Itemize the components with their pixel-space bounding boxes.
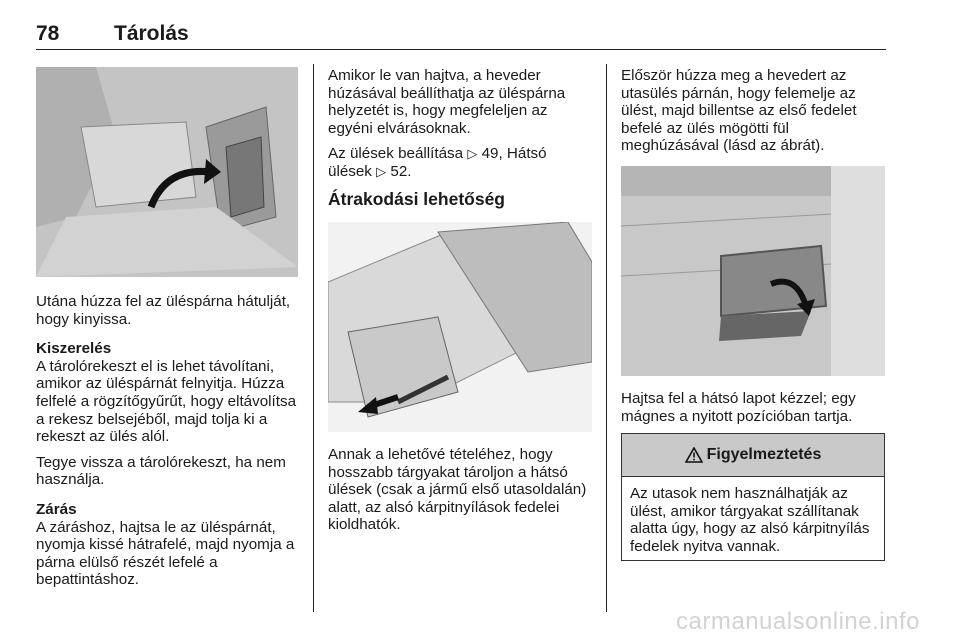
page-reference-arrow-icon: ▷ — [376, 163, 387, 179]
seat-storage-figure — [36, 67, 298, 277]
watermark: carmanualsonline.info — [676, 608, 920, 635]
close-heading: Zárás — [36, 500, 77, 518]
reinsert-text: Tegye vissza a tárolórekeszt, ha nem használja. — [36, 453, 286, 489]
column-divider-2 — [606, 64, 607, 612]
load-through-text: Annak a lehetővé tételéhez, hogy hosszabb tárgyakat tároljon a hátsó ülések (csak a jármű első utasoldalán) alatt, az alsó kárpitnyílások fedelei kioldhatók. — [328, 446, 587, 534]
page-number: 78 — [36, 22, 60, 45]
column-3 — [621, 67, 886, 163]
warning-text: Az utasok nem használhatják az ülést, amikor tárgyakat szállítanak alatta úgy, hogy az alsó kárpitnyílás fedelek nyitva vannak. — [630, 485, 870, 555]
header-rule — [36, 49, 886, 50]
page-reference-arrow-icon: ▷ — [467, 146, 478, 162]
close-text: A záráshoz, hajtsa le az üléspárnát, nyomja kissé hátrafelé, majd nyomja a párna elülső részét lefelé a bepattintáshoz. — [36, 518, 295, 589]
column-divider-1 — [313, 64, 314, 612]
column-2 — [328, 67, 593, 208]
cushion-adjust-text: Amikor le van hajtva, a heveder húzásával beállíthatja az üléspárna helyzetét is, hogy megfeleljen az egyéni elvárásoknak. — [328, 67, 566, 137]
warning-triangle-icon — [685, 447, 703, 463]
warning-header — [622, 434, 884, 477]
flap-text: Hajtsa fel a hátsó lapot kézzel; egy mágnes a nyitott pozícióban tartja. — [621, 390, 856, 425]
column-2-lower — [328, 446, 593, 542]
figure-caption: Utána húzza fel az üléspárna hátulját, hogy kinyissa. — [36, 293, 291, 328]
reference-text-1: Az ülések beállítása — [328, 145, 464, 163]
seat-reference: Az ülések beállítása ▷ 49, Hátsó ülések ▷ 52. — [328, 145, 547, 180]
warning-title: Figyelmeztetés — [706, 446, 822, 463]
load-through-figure — [328, 222, 592, 432]
trim-cover-figure — [621, 166, 885, 376]
reference-text-2b: ülések — [328, 162, 372, 180]
reference-text-2a: Hátsó — [506, 145, 547, 163]
section-heading: Átrakodási lehetőség — [328, 188, 505, 209]
first-cover-text: Először húzza meg a hevedert az utasülés párnán, hogy felemelje az ülést, majd billentse az első fedelet befelé az ülés mögötti fül meghúzásával (lásd az ábrát). — [621, 67, 857, 155]
remove-heading: Kiszerelés — [36, 340, 112, 358]
column-3-lower — [621, 390, 886, 433]
reference-page-2: 52. — [390, 162, 412, 180]
remove-text: A tárolórekeszt el is lehet távolítani, amikor az üléspárnát felnyitja. Húzza felfelé a rögzítőgyűrűt, hogy eltávolítsa a rekesz belsejéből, majd tolja ki a rekeszt az ülés alól. — [36, 357, 297, 446]
reference-page-1: 49 — [481, 145, 499, 163]
warning-box — [621, 433, 885, 561]
page-title: Tárolás — [114, 22, 189, 45]
column-1 — [36, 293, 301, 597]
